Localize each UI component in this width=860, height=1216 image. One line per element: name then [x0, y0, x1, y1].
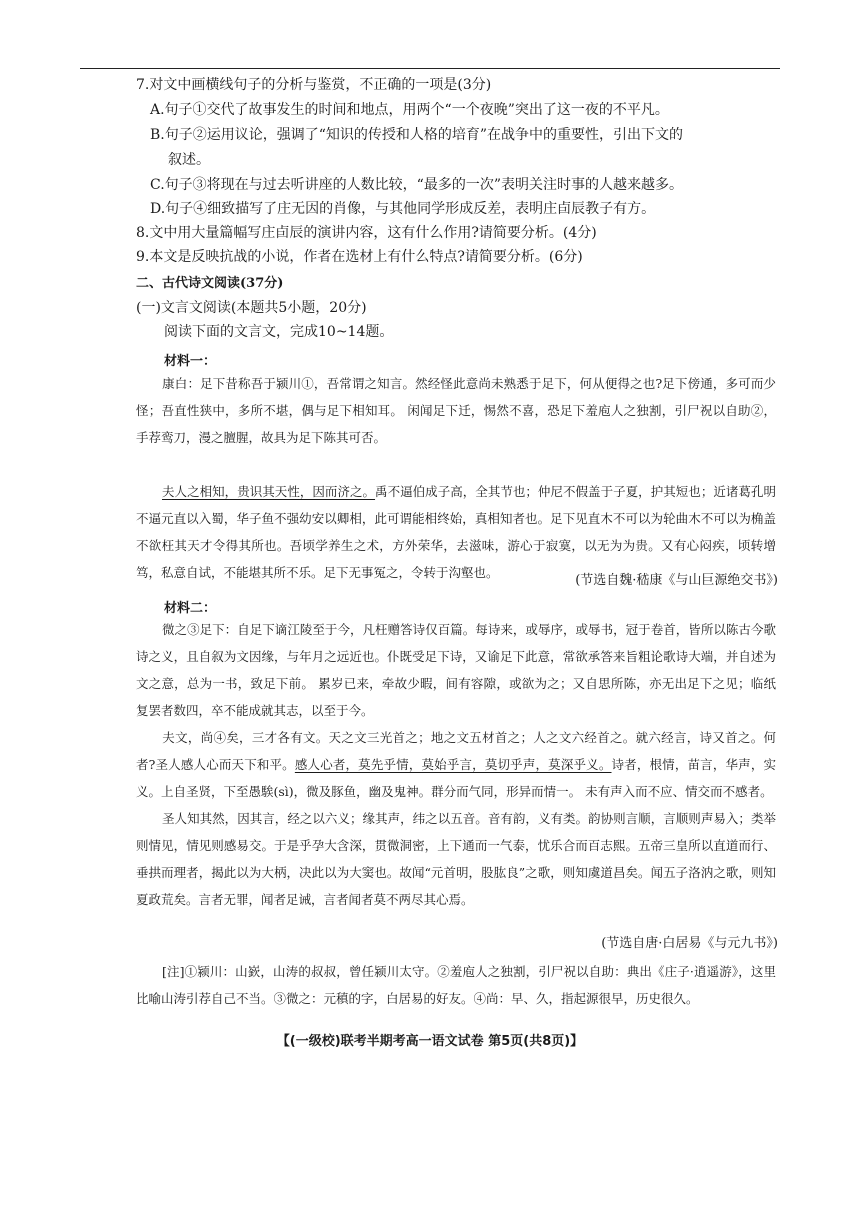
header-rule	[80, 68, 780, 69]
question-8: 8.文中用大量篇幅写庄卣辰的演讲内容，这有什么作用?请简要分析。(4分)	[136, 225, 597, 241]
annotation-notes: [注]①颍川：山嶔，山涛的叔叔，曾任颍川太守。②羞庖人之独割，引尸祝以自助：典出《庄子·逍遥游》，这里比喻山涛引荐自己不当。③微之：元稹的字，白居易的好友。④尚：早、久，指起源很早，历史很久。	[136, 964, 776, 1006]
instruction: 阅读下面的文言文，完成10~14题。	[164, 324, 394, 340]
subsection-title: (一)文言文阅读(本题共5小题，20分)	[136, 300, 367, 316]
material-1-para-1: 康白：足下昔称吾于颍川①，吾常谓之知言。然经怪此意尚未熟悉于足下，何从便得之也?足下傍通，多可而少怪；吾直性狭中，多所不堪，偶与足下相知耳。 闲闻足下迁，惕然不喜，恐足下羞庖人之独割，引尸祝以自助②，手荐鸾刀，漫之膻腥，故具为足下陈其可否。	[136, 376, 776, 445]
material-2-para-3: 圣人知其然，因其言，经之以六义；缘其声，纬之以五音。音有韵，义有类。韵协则言顺，言顺则声易入；类举则情见，情见则感易交。于是乎孕大含深，贯微洞密，上下通而一气泰，忧乐合而百志熙。五帝三皇所以直道而行、垂拱而理者，揭此以为大柄，决此以为大窦也。故闻“元首明，股肱良”之歌，则知虞道昌矣。闻五子洛汭之歌，则知夏政荒矣。言者无罪，闻者足诫，言者闻者莫不两尽其心焉。	[136, 811, 776, 907]
question-7-option-c: C.句子③将现在与过去听讲座的人数比较，“最多的一次”表明关注时事的人越来越多。	[150, 177, 683, 193]
material-1-para-2: 夫人之相知，贵识其天性，因而济之。禹不逼伯成子高，全其节也；仲尼不假盖于子夏，护其短也；近诸葛孔明不逼元直以入蜀，华子鱼不强幼安以卿相，此可谓能相终始，真相知者也。足下见直木不可以为轮曲木不可以为桷盖不欲枉其天才令得其所也。吾顷学养生之术，方外荣华，去滋味，游心于寂寞，以无为为贵。又有心闷疾，顷转增笃，私意自试，不能堪其所不乐。足下无事冤之，令转于沟壑也。	[136, 484, 776, 580]
material-2-para-1: 微之③足下：自足下谪江陵至于今，凡枉赠答诗仅百篇。每诗来，或辱序，或辱书，冠于卷首，皆所以陈古今歌诗之义，且自叙为文因缘，与年月之远近也。仆既受足下诗，又谕足下此意，常欲承答来旨粗论歌诗大端，并自述为文之意，总为一书，致足下前。 累岁已来，牵故少暇，间有容隙，或欲为之；又自思所陈，亦无出足下之见；临纸复罢者数四，卒不能成就其志，以至于今。	[136, 622, 776, 718]
question-7-option-a: A.句子①交代了故事发生的时间和地点，用两个“一个夜晚”突出了这一夜的不平凡。	[150, 102, 669, 118]
question-7-option-d: D.句子④细致描写了庄无因的肖像，与其他同学形成反差，表明庄卣辰教子有方。	[150, 201, 656, 217]
material-2-source: (节选自唐·白居易《与元九书》)	[601, 936, 778, 951]
page-footer: 【(一级校)联考半期考高一语文试卷 第5页(共8页)】	[276, 1034, 584, 1049]
section-title: 二、古代诗文阅读(37分)	[136, 276, 284, 291]
material-2-para-2: 夫文，尚④矣，三才各有文。天之文三光首之；地之文五材首之；人之文六经首之。就六经言，诗又首之。何者?圣人感人心而天下和平。感人心者，莫先乎情，莫始乎言，莫切乎声，莫深乎义。诗者，根情，苗言，华声，实义。上自圣贤，下至愚騃(sì)，微及豚鱼，幽及鬼神。群分而气同，形异而情一。 未有声入而不应、情交而不感者。	[136, 730, 776, 799]
question-7-option-b: B.句子②运用议论，强调了“知识的传授和人格的培育”在战争中的重要性，引出下文的	[150, 127, 684, 143]
question-7: 7.对文中画横线句子的分析与鉴赏，不正确的一项是(3分)	[136, 77, 492, 93]
underlined-sentence: 夫人之相知，贵识其天性，因而济之。	[162, 484, 376, 499]
material-2-label: 材料二：	[164, 601, 217, 616]
material-1-label: 材料一：	[164, 354, 217, 369]
underlined-sentence: 感人心者，莫先乎情，莫始乎言，莫切乎声，莫深乎义。	[294, 757, 612, 772]
material-1-source: (节选自魏·嵇康《与山巨源绝交书》)	[575, 573, 778, 588]
question-7-option-b-cont: 叙述。	[168, 152, 210, 168]
question-9: 9.本文是反映抗战的小说，作者在选材上有什么特点?请简要分析。(6分)	[136, 249, 583, 265]
